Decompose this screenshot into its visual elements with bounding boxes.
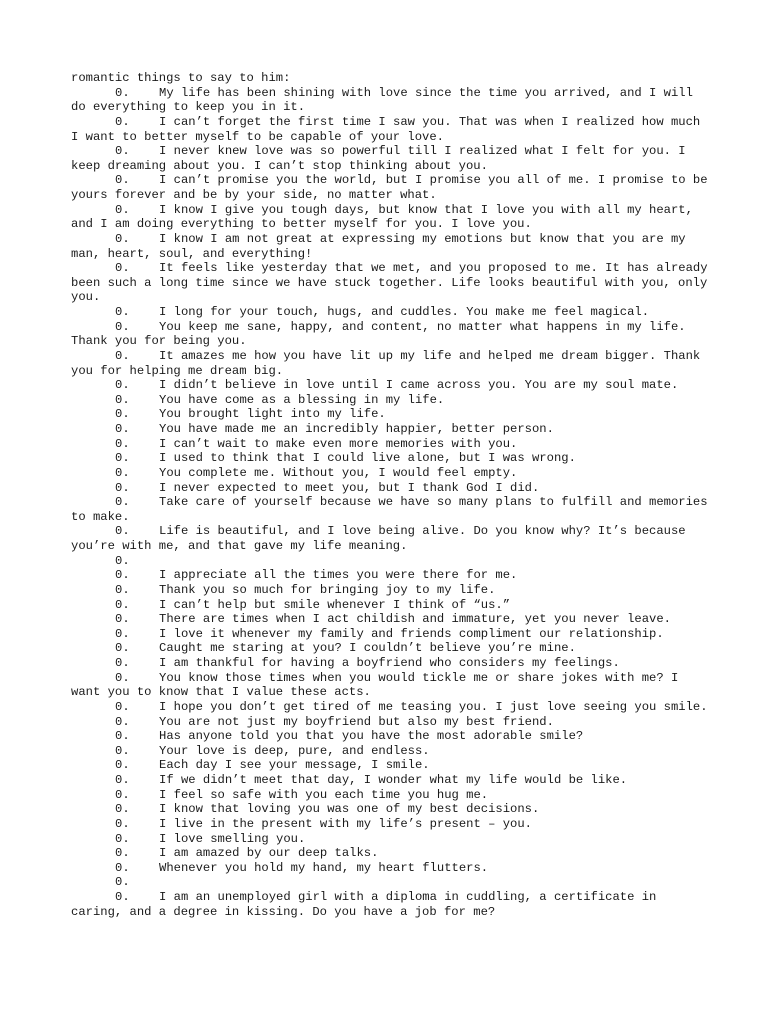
list-item	[71, 349, 711, 378]
list-item	[71, 378, 711, 393]
list-item	[71, 305, 711, 320]
list-number: 0.	[115, 670, 130, 685]
list-item-text: You have come as a blessing in my life.	[159, 392, 445, 407]
list-number: 0.	[115, 231, 130, 246]
list-item	[71, 261, 711, 305]
list-number: 0.	[115, 612, 130, 627]
list-item-text: I love smelling you.	[159, 831, 306, 846]
list-item	[71, 744, 711, 759]
list-item-text: Has anyone told you that you have the most adorable smile?	[159, 729, 584, 744]
list-item	[71, 203, 711, 232]
list-number: 0.	[115, 875, 130, 890]
list-number: 0.	[115, 407, 130, 422]
list-number: 0.	[115, 495, 130, 510]
list-item	[71, 627, 711, 642]
list-number: 0.	[115, 860, 130, 875]
list-number: 0.	[115, 656, 130, 670]
list-item-text: Caught me staring at you? I couldn’t believe you’re mine.	[159, 641, 576, 656]
list-item	[71, 524, 711, 553]
list-item	[71, 832, 711, 847]
list-number: 0.	[115, 729, 130, 744]
list-number: 0.	[115, 802, 130, 817]
list-item	[71, 875, 711, 890]
list-item-text: Thank you so much for bringing joy to my life.	[159, 582, 496, 597]
list-number: 0.	[115, 846, 130, 861]
list-item-text: I used to think that I could live alone, but I was wrong.	[159, 451, 576, 466]
list-number: 0.	[115, 524, 130, 539]
list-number: 0.	[115, 202, 130, 217]
list-item	[71, 173, 711, 202]
list-item-text: Life is beautiful, and I love being alive. Do you know why? It’s because you’re with me, and that gave my life meaning.	[71, 524, 686, 553]
list-item-text: I am thankful for having a boyfriend who considers my feelings.	[159, 656, 620, 670]
list-item	[71, 846, 711, 861]
list-item	[71, 671, 711, 700]
list-item-text: I know I am not great at expressing my emotions but know that you are my man, heart, soul, and everything!	[71, 231, 686, 261]
list-item	[71, 568, 711, 583]
list-item-text: I can’t help but smile whenever I think of “us.”	[159, 597, 511, 612]
list-item-text: I live in the present with my life’s present – you.	[159, 816, 532, 831]
list-item-text: You know those times when you would tickle me or share jokes with me? I want you to know that I value these acts.	[71, 670, 679, 700]
list-item-text: I can’t forget the first time I saw you. That was when I realized how much I want to better myself to be capable of your love.	[71, 114, 701, 144]
list-item	[71, 715, 711, 730]
list-item	[71, 758, 711, 773]
list-item-text: Your love is deep, pure, and endless.	[159, 743, 430, 758]
list-item-text: If we didn’t meet that day, I wonder what my life would be like.	[159, 773, 628, 787]
list-number: 0.	[115, 553, 130, 568]
list-item	[71, 481, 711, 496]
list-item-text: You are not just my boyfriend but also my best friend.	[159, 714, 554, 729]
list-number: 0.	[115, 305, 130, 319]
list-item-text: Take care of yourself because we have so many plans to fulfill and memories to make.	[71, 495, 708, 524]
list-item-text: I can’t promise you the world, but I promise you all of me. I promise to be yours forever and be by your side, no matter what.	[71, 173, 708, 202]
list-item	[71, 612, 711, 627]
list-number: 0.	[115, 392, 130, 407]
list-item-text: I hope you don’t get tired of me teasing you. I just love seeing you smile.	[159, 699, 708, 714]
list-item	[71, 598, 711, 613]
list-number: 0.	[115, 480, 130, 495]
list-item	[71, 788, 711, 803]
list-number: 0.	[115, 816, 130, 831]
list-item	[71, 115, 711, 144]
list-item-text: It amazes me how you have lit up my life and helped me dream bigger. Thank you for helping me dream big.	[71, 348, 701, 378]
list-item	[71, 495, 711, 524]
list-item-text: I never expected to meet you, but I thank God I did.	[159, 480, 540, 495]
list-item	[71, 554, 711, 569]
list-number: 0.	[115, 436, 130, 451]
list-item-text: You brought light into my life.	[159, 407, 386, 422]
list-item	[71, 773, 711, 788]
list-item	[71, 656, 711, 671]
list-item	[71, 583, 711, 598]
list-item	[71, 437, 711, 452]
list-item	[71, 144, 711, 173]
list-item	[71, 232, 711, 261]
list-number: 0.	[115, 173, 130, 188]
list-item-text: I long for your touch, hugs, and cuddles. You make me feel magical.	[159, 305, 650, 319]
list-item	[71, 802, 711, 817]
list-item-text: I am amazed by our deep talks.	[159, 846, 379, 861]
list-number: 0.	[115, 451, 130, 466]
document-page	[71, 71, 711, 919]
list-number: 0.	[115, 582, 130, 597]
list-item-text: My life has been shining with love since the time you arrived, and I will do everything to keep you in it.	[71, 85, 693, 115]
list-number: 0.	[115, 144, 130, 159]
list-number: 0.	[115, 641, 130, 656]
list-item-text: I know that loving you was one of my best decisions.	[159, 802, 540, 817]
list-item-text: I love it whenever my family and friends compliment our relationship.	[159, 626, 664, 641]
list-number: 0.	[115, 787, 130, 802]
list-number: 0.	[115, 758, 130, 773]
intro-line: romantic things to say to him:	[71, 71, 291, 85]
list-number: 0.	[115, 597, 130, 612]
list-item	[71, 641, 711, 656]
list-item-text: You keep me sane, happy, and content, no matter what happens in my life. Thank you for being you.	[71, 319, 686, 349]
list-number: 0.	[115, 626, 130, 641]
list-item-text: You complete me. Without you, I would feel empty.	[159, 465, 518, 480]
list-item-text: I feel so safe with you each time you hug me.	[159, 787, 489, 802]
list-number: 0.	[115, 378, 130, 393]
list-item	[71, 407, 711, 422]
list-item	[71, 890, 711, 919]
list-item-text: I didn’t believe in love until I came across you. You are my soul mate.	[159, 378, 679, 393]
list-item-text: You have made me an incredibly happier, better person.	[159, 422, 554, 436]
list-item-text: I can’t wait to make even more memories with you.	[159, 436, 518, 451]
list-item-text: I appreciate all the times you were there for me.	[159, 568, 518, 583]
list-item-text: I never knew love was so powerful till I realized what I felt for you. I keep dreaming about you. I can’t stop thinking about you.	[71, 144, 686, 173]
list-item-text: Each day I see your message, I smile.	[159, 758, 430, 773]
list-number: 0.	[115, 422, 130, 436]
list-item	[71, 393, 711, 408]
list-item	[71, 86, 711, 115]
list-number: 0.	[115, 319, 130, 334]
list-item-text: I am an unemployed girl with a diploma in cuddling, a certificate in caring, and a degree in kissing. Do you have a job for me?	[71, 890, 657, 919]
list-number: 0.	[115, 890, 130, 904]
list-item	[71, 320, 711, 349]
list-number: 0.	[115, 773, 130, 787]
list-number: 0.	[115, 465, 130, 480]
list-number: 0.	[115, 831, 130, 846]
list-item	[71, 729, 711, 744]
list-number: 0.	[115, 699, 130, 714]
list-item-text: There are times when I act childish and immature, yet you never leave.	[159, 612, 671, 627]
list-item-text: Whenever you hold my hand, my heart flutters.	[159, 860, 489, 875]
list-item	[71, 817, 711, 832]
list-number: 0.	[115, 261, 130, 276]
list-number: 0.	[115, 743, 130, 758]
list-item	[71, 466, 711, 481]
list-item	[71, 451, 711, 466]
list-item	[71, 422, 711, 437]
list-item	[71, 700, 711, 715]
list-item-text: I know I give you tough days, but know that I love you with all my heart, and I am doing everything to better myself for you. I love you.	[71, 202, 693, 232]
message-list	[71, 86, 711, 920]
list-number: 0.	[115, 85, 130, 100]
list-item	[71, 861, 711, 876]
list-number: 0.	[115, 568, 130, 583]
list-number: 0.	[115, 714, 130, 729]
list-number: 0.	[115, 114, 130, 129]
list-number: 0.	[115, 348, 130, 363]
list-item-text: It feels like yesterday that we met, and you proposed to me. It has already been such a long time since we have stuck together. Life looks beautiful with you, only you.	[71, 261, 708, 305]
